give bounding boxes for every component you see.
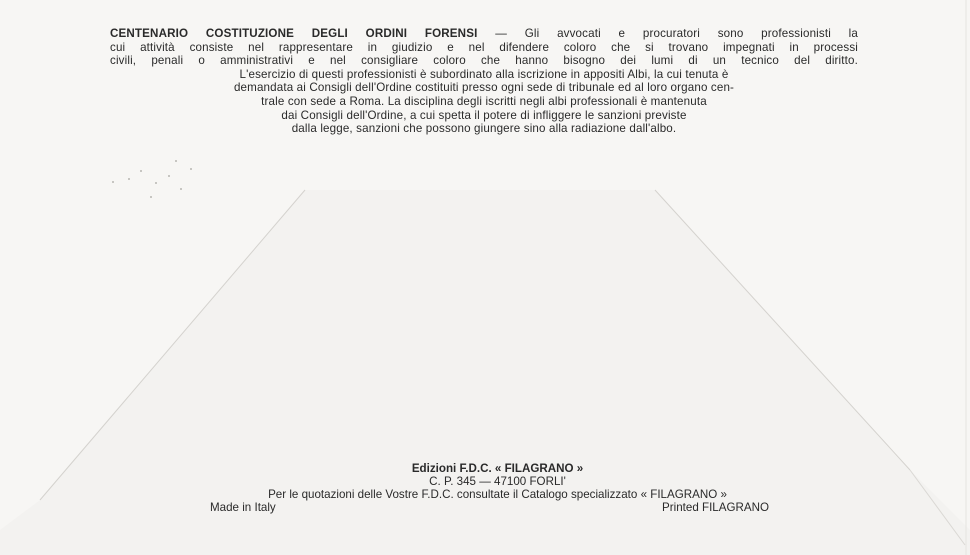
description-line-6: trale con sede a Roma. La disciplina degli iscritti negli albi professionali è mantenuta <box>261 94 707 108</box>
paper-speckle <box>112 181 114 183</box>
description-line-1 <box>110 27 858 41</box>
paper-speckle <box>180 188 182 190</box>
paper-speckle <box>128 178 130 180</box>
publisher-address: C. P. 345 — 47100 FORLI' <box>429 475 566 488</box>
paper-speckle <box>150 196 152 198</box>
description-line-3: civili, penali o amministrativi e nel consigliare coloro che hanno bisogno dei lumi di un tecnico del diritto. <box>110 54 858 68</box>
paper-speckle <box>175 160 177 162</box>
paper-speckle <box>155 182 157 184</box>
description-line-1-rest: — Gli avvocati e procuratori sono professionisti la <box>495 27 858 40</box>
printed-by-label: Printed FILAGRANO <box>662 501 769 514</box>
imprint-block <box>180 462 815 514</box>
imprint-footer-row <box>180 501 815 514</box>
paper-speckle <box>168 175 170 177</box>
description-line-8: dalla legge, sanzioni che possono giungere sino alla radiazione dall'albo. <box>291 122 677 136</box>
description-line-7: dai Consigli dell'Ordine, a cui spetta il potere di infliggere le sanzioni previste <box>281 108 687 122</box>
publisher-name: Edizioni F.D.C. « FILAGRANO » <box>411 462 584 475</box>
description-line-2: cui attività consiste nel rappresentare in giudizio e nel difendere coloro che si trovano impegnati in processi <box>110 40 858 54</box>
paper-speckle <box>190 168 192 170</box>
description-title: CENTENARIO COSTITUZIONE DEGLI ORDINI FORENSI <box>110 27 478 40</box>
description-line-5: demandata ai Consigli dell'Ordine costituiti presso ogni sede di tribunale ed al loro organo cen- <box>233 81 735 95</box>
commemorative-description <box>110 27 858 136</box>
made-in-label: Made in Italy <box>210 501 276 514</box>
paper-speckle <box>140 170 142 172</box>
catalogue-note: Per le quotazioni delle Vostre F.D.C. consultate il Catalogo specializzato « FILAGRANO » <box>268 488 727 501</box>
description-line-4: L'esercizio di questi professionisti è subordinato alla iscrizione in appositi Albi, la cui tenuta è <box>239 67 729 81</box>
